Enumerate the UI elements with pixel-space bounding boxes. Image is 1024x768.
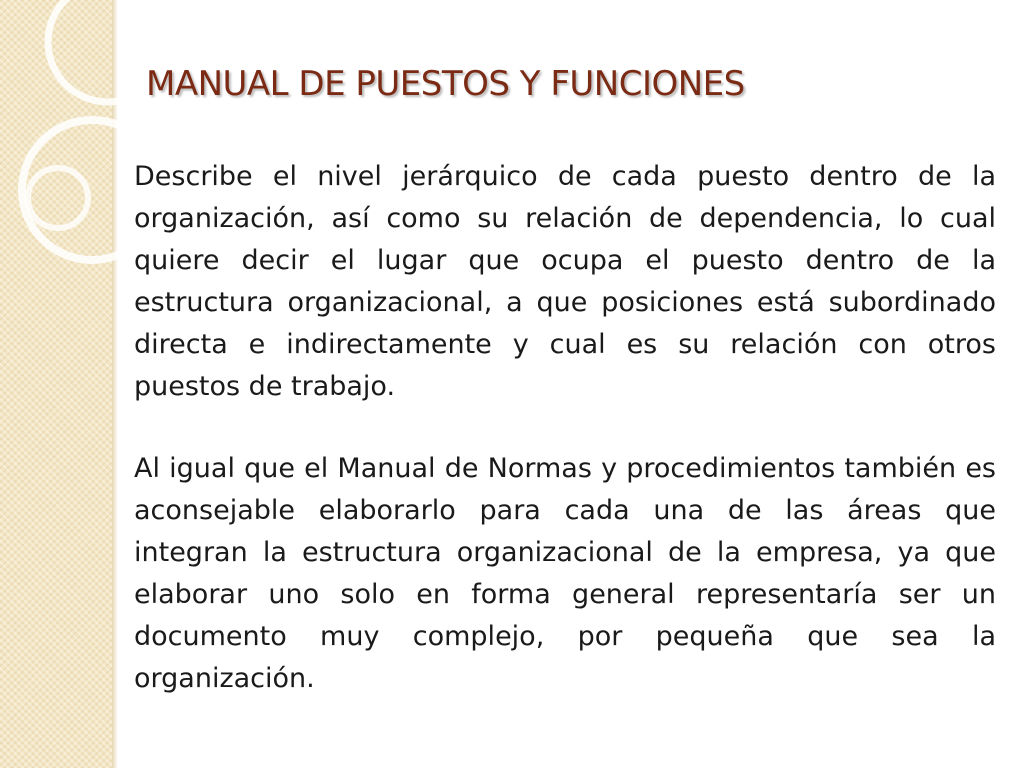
slide-title: MANUAL DE PUESTOS Y FUNCIONES xyxy=(146,64,745,104)
ring-small xyxy=(28,168,88,228)
paragraph-1: Describe el nivel jerárquico de cada puesto dentro de la organización, así como su relación de dependencia, lo cual quiere decir el lugar que ocupa el puesto dentro de la estructura organizacional, a que posiciones está subordinado directa e indirectamente y cual es su relación con otros puestos de trabajo. xyxy=(134,161,996,402)
decorative-rings xyxy=(0,0,140,330)
ring-medium xyxy=(22,120,140,260)
paragraph-2: Al igual que el Manual de Normas y procedimientos también es aconsejable elaborarlo para cada una de las áreas que integran la estructura organizacional de la empresa, ya que elaborar uno solo en forma general representaría ser un documento muy complejo, por pequeña que sea la organización. xyxy=(134,453,996,694)
slide-body xyxy=(134,156,996,700)
ring-large xyxy=(48,0,140,102)
